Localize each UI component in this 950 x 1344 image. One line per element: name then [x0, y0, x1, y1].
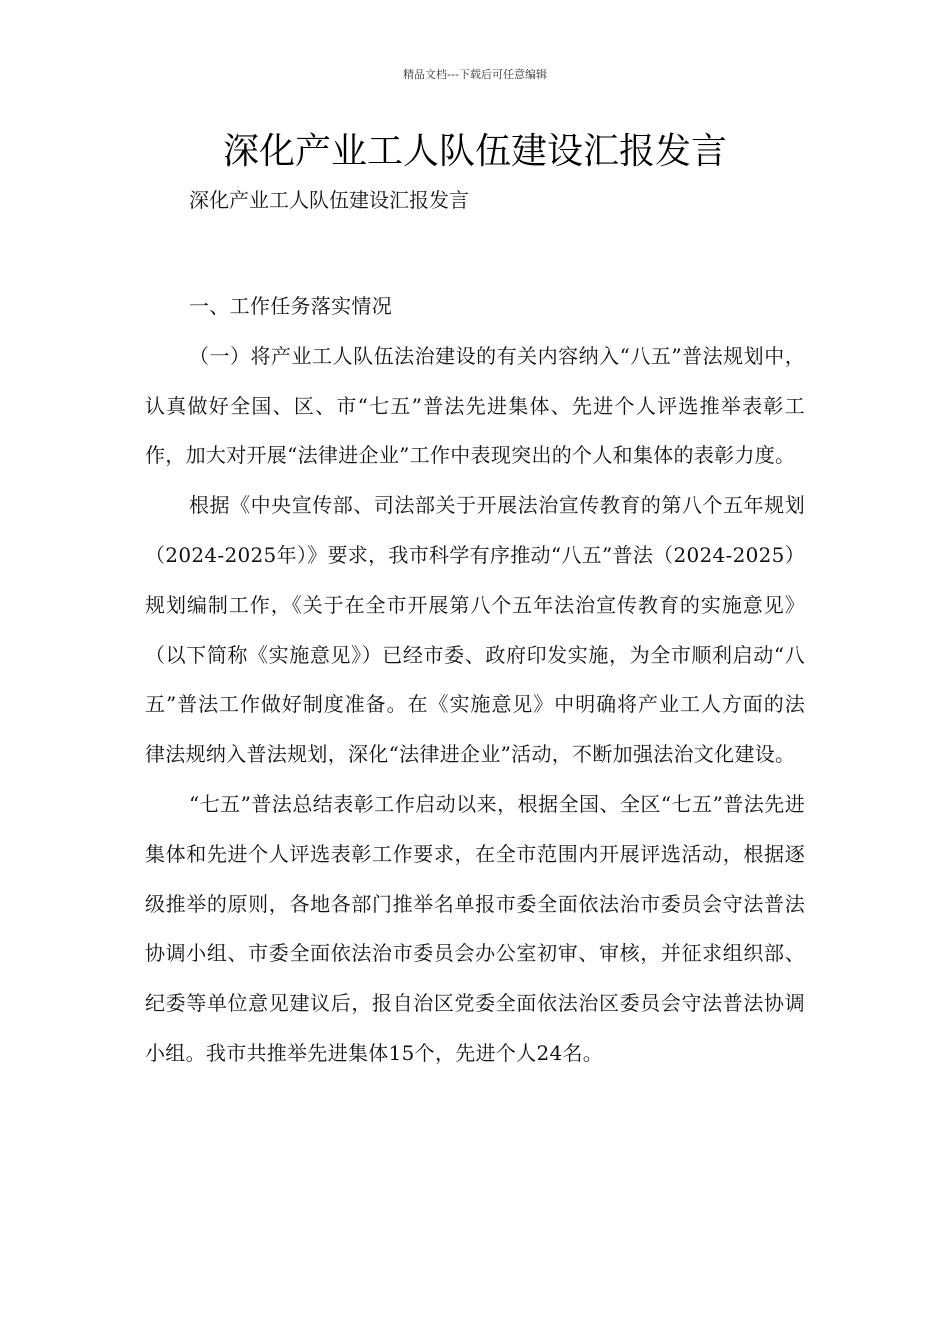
paragraph: 根据《中央宣传部、司法部关于开展法治宣传教育的第八个五年规划（2024-2025年）》要求，我市科学有序推动“八五”普法（2024-2025）规划编制工作，《关于在全市开展第八个五年法治宣传教育的实施意见》（以下简称《实施意见》）已经市委、政府印发实施，为全市顺利启动“八五”普法工作做好制度准备。在《实施意见》中明确将产业工人方面的法律法规纳入普法规划，深化“法律进企业”活动，不断加强法治文化建设。 — [145, 493, 805, 767]
section-heading: 一、工作任务落实情况 — [189, 294, 392, 318]
paragraph: （一）将产业工人队伍法治建设的有关内容纳入“八五”普法规划中，认真做好全国、区、市“七五”普法先进集体、先进个人评选推举表彰工作，加大对开展“法律进企业”工作中表现突出的个人和集体的表彰力度。 — [145, 343, 805, 468]
paragraph: “七五”普法总结表彰工作启动以来，根据全国、全区“七五”普法先进集体和先进个人评选表彰工作要求，在全市范围内开展评选活动，根据逐级推举的原则，各地各部门推举名单报市委全面依法治市委员会守法普法协调小组、市委全面依法治市委员会办公室初审、审核，并征求组织部、纪委等单位意见建议后，报自治区党委全面依法治区委员会守法普法协调小组。我市共推举先进集体15个，先进个人24名。 — [145, 791, 805, 1065]
document-body — [145, 282, 805, 1079]
document-title: 深化产业工人队伍建设汇报发言 — [222, 131, 727, 172]
header-note: 精品文档---下载后可任意编辑 — [403, 68, 547, 81]
document-subtitle: 深化产业工人队伍建设汇报发言 — [189, 188, 469, 212]
